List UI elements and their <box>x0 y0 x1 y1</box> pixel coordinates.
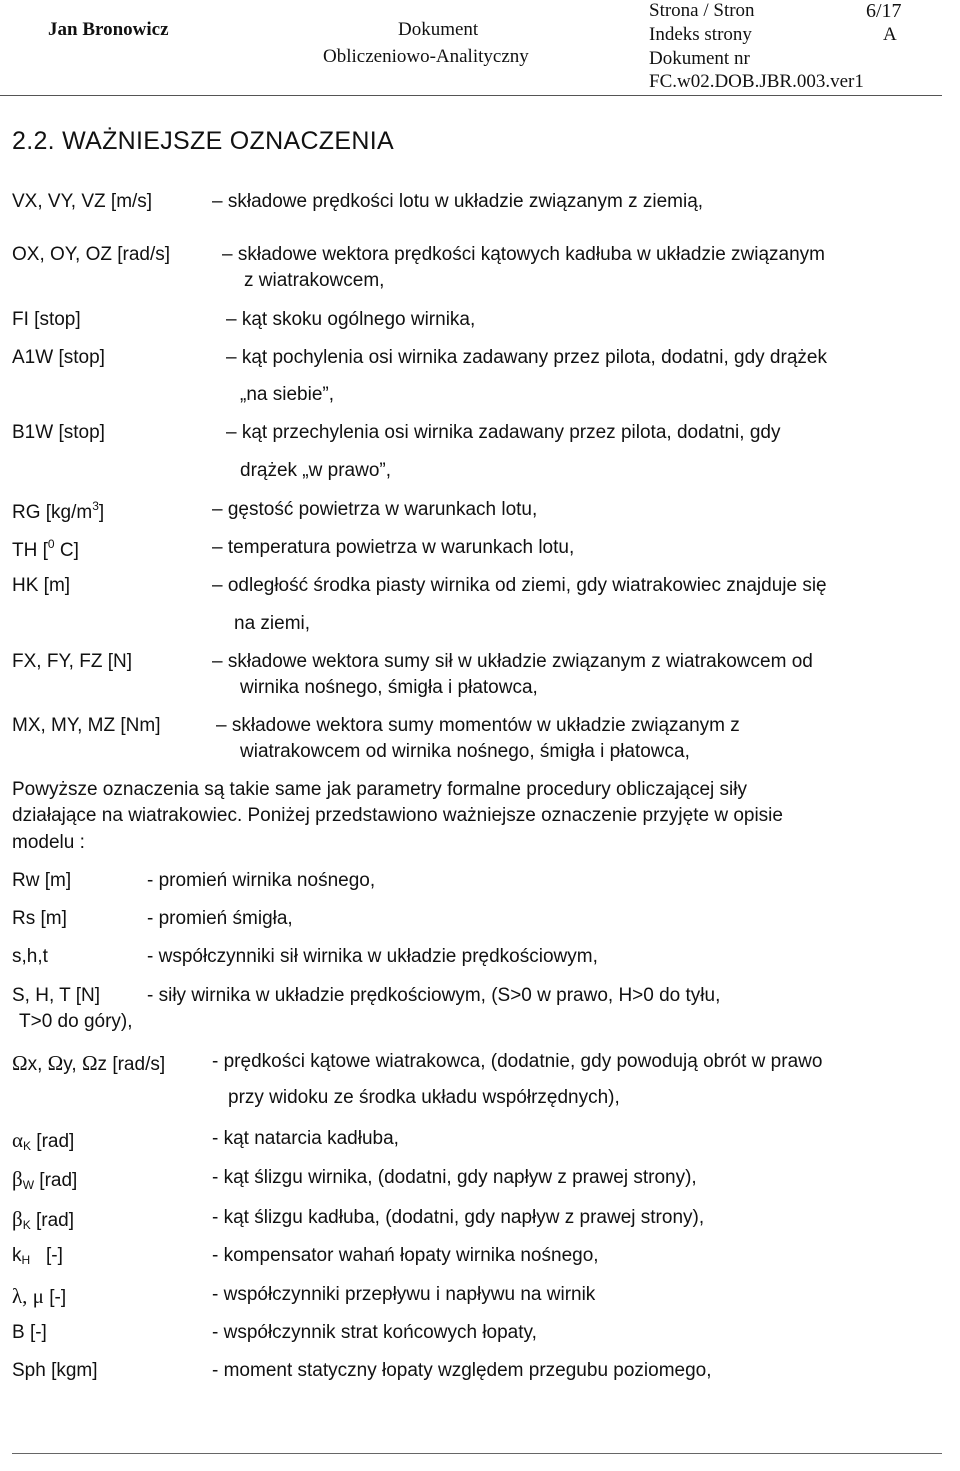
greek-symbol-desc: - kąt ślizgu kadłuba, (dodatni, gdy napływ z prawej strony), <box>212 1207 705 1228</box>
definition-symbol: HK [m] <box>12 575 71 596</box>
definition-desc: – odległość środka piasty wirnika od ziemi, gdy wiatrakowiec znajduje się <box>212 575 827 596</box>
definition-symbol: A1W [stop] <box>12 347 105 368</box>
model-symbol: Rs [m] <box>12 908 67 929</box>
definition-symbol: FX, FY, FZ [N] <box>12 651 132 672</box>
header-page-value: 6/17 <box>866 0 902 22</box>
definition-desc-cont: na ziemi, <box>234 613 311 634</box>
definition-desc: – składowe wektora sumy momentów w układzie związanym z <box>216 715 740 736</box>
paragraph-line: modelu : <box>12 832 85 853</box>
model-symbol: Rw [m] <box>12 870 72 891</box>
greek-symbol: Ωx, Ωy, Ωz [rad/s] <box>12 1051 166 1075</box>
greek-symbol: $\beta_W$ [rad] <box>12 1167 78 1192</box>
definition-symbol: OX, OY, OZ [rad/s] <box>12 244 171 265</box>
header-docnr-label: Dokument nr <box>649 48 750 69</box>
definition-symbol: TH [$^0$ C] <box>12 537 79 561</box>
definition-desc-cont: „na siebie”, <box>240 384 334 405</box>
greek-symbol: $\beta_K$ [rad] <box>12 1207 75 1232</box>
greek-symbol-desc: - współczynniki przepływu i napływu na wirnik <box>212 1284 596 1305</box>
definition-symbol: VX, VY, VZ [m/s] <box>12 191 153 212</box>
definition-desc-cont: drążek „w prawo”, <box>240 460 391 481</box>
definition-desc: – kąt przechylenia osi wirnika zadawany przez pilota, dodatni, gdy <box>226 422 781 443</box>
header-page-label: Strona / Stron <box>649 0 755 21</box>
header-index-value: A <box>883 24 897 45</box>
definition-desc: – kąt skoku ogólnego wirnika, <box>226 309 476 330</box>
greek-symbol-desc: - moment statyczny łopaty względem przegubu poziomego, <box>212 1360 712 1381</box>
model-symbol-desc: - promień śmigła, <box>147 908 293 929</box>
model-symbol-desc: - promień wirnika nośnego, <box>147 870 376 891</box>
definition-symbol: RG $[kg/m^3]$ <box>12 499 105 523</box>
definition-desc: – gęstość powietrza w warunkach lotu, <box>212 499 538 520</box>
model-symbol: s,h,t <box>12 946 48 967</box>
definition-desc: – składowe wektora sumy sił w układzie związanym z wiatrakowcem od <box>212 651 813 672</box>
paragraph-line: działające na wiatrakowiec. Poniżej przedstawiono ważniejsze oznaczenie przyjęte w opisie <box>12 805 783 826</box>
definition-desc: – kąt pochylenia osi wirnika zadawany przez pilota, dodatni, gdy drążek <box>226 347 827 368</box>
model-symbol: S, H, T [N] <box>12 985 100 1006</box>
definition-symbol: B1W [stop] <box>12 422 105 443</box>
greek-symbol-desc: - kąt natarcia kadłuba, <box>212 1128 399 1149</box>
model-symbol-desc: - współczynniki sił wirnika w układzie prędkościowym, <box>147 946 598 967</box>
definition-desc-cont: wiatrakowcem od wirnika nośnego, śmigła i płatowca, <box>240 741 690 762</box>
header-divider <box>0 95 942 96</box>
greek-symbol: $k_H$ [-] <box>12 1245 63 1267</box>
greek-symbol-desc: - współczynnik strat końcowych łopaty, <box>212 1322 537 1343</box>
greek-symbol: Sph [kgm] <box>12 1360 98 1381</box>
header-author: Jan Bronowicz <box>48 19 169 40</box>
section-title: 2.2. WAŻNIEJSZE OZNACZENIA <box>12 127 394 155</box>
footer-divider <box>12 1453 942 1454</box>
greek-symbol: λ, μ [-] <box>12 1284 67 1308</box>
definition-symbol: MX, MY, MZ [Nm] <box>12 715 161 736</box>
greek-symbol-desc: - kompensator wahań łopaty wirnika nośnego, <box>212 1245 599 1266</box>
header-docnr-value: FC.w02.DOB.JBR.003.ver1 <box>649 71 864 92</box>
header-index-label: Indeks strony <box>649 24 752 45</box>
greek-symbol: $\alpha_K$ [rad] <box>12 1128 75 1153</box>
definition-symbol: FI [stop] <box>12 309 81 330</box>
greek-symbol: B [-] <box>12 1322 47 1343</box>
model-symbol-desc: - siły wirnika w układzie prędkościowym, (S>0 w prawo, H>0 do tyłu, <box>147 985 721 1006</box>
definition-desc: – składowe prędkości lotu w układzie związanym z ziemią, <box>212 191 704 212</box>
greek-symbol-desc: - prędkości kątowe wiatrakowca, (dodatnie, gdy powodują obrót w prawo <box>212 1051 823 1072</box>
definition-desc-cont: wirnika nośnego, śmigła i płatowca, <box>240 677 538 698</box>
definition-desc-cont: z wiatrakowcem, <box>244 270 385 291</box>
header-doc-label: Dokument <box>398 19 479 40</box>
greek-symbol-desc-cont: przy widoku ze środka układu współrzędnych), <box>228 1087 620 1108</box>
header-doc-type: Obliczeniowo-Analityczny <box>323 46 529 67</box>
definition-desc: – temperatura powietrza w warunkach lotu, <box>212 537 575 558</box>
definition-desc: – składowe wektora prędkości kątowych kadłuba w układzie związanym <box>222 244 826 265</box>
model-symbol-desc-cont: T>0 do góry), <box>19 1011 133 1032</box>
greek-symbol-desc: - kąt ślizgu wirnika, (dodatni, gdy napływ z prawej strony), <box>212 1167 697 1188</box>
paragraph-line: Powyższe oznaczenia są takie same jak parametry formalne procedury obliczającej siły <box>12 779 747 800</box>
